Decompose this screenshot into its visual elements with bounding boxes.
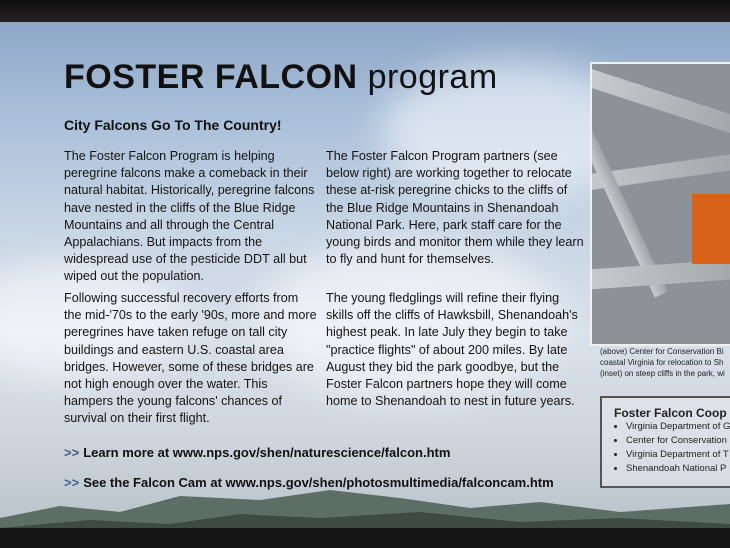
- left-paragraph-1: The Foster Falcon Program is helping peregrine falcons make a comeback in their natural habitat. Historically, peregrine falcons have nested in the cliffs of the Blue Ridge Mountains and all through the Central Appalachians. But impacts from the widespread use of the pesticide DDT all but wiped out the population.: [64, 149, 315, 284]
- caption-line: (inset) on steep cliffs in the park, wi: [600, 369, 725, 378]
- falcon-cam-text: See the Falcon Cam at www.nps.gov/shen/photosmultimedia/falconcam.htm: [83, 475, 554, 490]
- falcon-cam-link: [64, 475, 554, 490]
- title-bold: FOSTER FALCON: [64, 58, 358, 96]
- orange-lift: [692, 194, 730, 264]
- photo-caption: [600, 346, 730, 379]
- learn-more-text: Learn more at www.nps.gov/shen/naturescience/falcon.htm: [83, 445, 451, 460]
- sign-subtitle: City Falcons Go To The Country!: [64, 117, 282, 133]
- list-item: • Shenandoah National P: [626, 462, 730, 476]
- cooperators-box: [600, 396, 730, 488]
- right-paragraph-1: The Foster Falcon Program partners (see below right) are working together to relocate these at-risk peregrine chicks to the cliffs of the Blue Ridge Mountains in Shenandoah National Park. Here, park staff care for the young birds and monitor them while they learn to fly and hunt for themselves.: [326, 149, 584, 267]
- caption-line: coastal Virginia for relocation to Sh: [600, 358, 724, 367]
- list-item: • Center for Conservation: [626, 434, 730, 448]
- bridge-beam: [590, 68, 730, 138]
- right-paragraph-2: The young fledglings will refine their flying skills off the cliffs of Hawksbill, Shenandoah's highest peak. In late July they begin to take "practice flights" of about 200 miles. By late August they bid the park goodbye, but the Foster Falcon partners hope they will come home to Shenandoah to nest in future years.: [326, 291, 578, 409]
- list-item: • Virginia Department of G: [626, 420, 730, 434]
- cooperators-title: Foster Falcon Coop: [614, 406, 727, 420]
- arrow-icon: >>: [64, 445, 80, 460]
- title-normal: program: [367, 58, 498, 96]
- left-paragraph-2: Following successful recovery efforts from the mid-'70s to the early '90s, more and more peregrines have taken refuge on tall city buildings and eastern U.S. coastal area bridges. However, some of these bridges are not high enough over the water. This hampers the young falcons' chances of survival on their first flight.: [64, 291, 317, 426]
- sign-bottom-edge: [0, 528, 730, 548]
- bridge-photo: [590, 62, 730, 346]
- sign-title: [64, 58, 498, 97]
- caption-line: (above) Center for Conservation Bi: [600, 347, 724, 356]
- cooperators-list: [612, 420, 730, 476]
- list-item: • Virginia Department of T: [626, 448, 730, 462]
- arrow-icon: >>: [64, 475, 80, 490]
- learn-more-link: [64, 445, 450, 460]
